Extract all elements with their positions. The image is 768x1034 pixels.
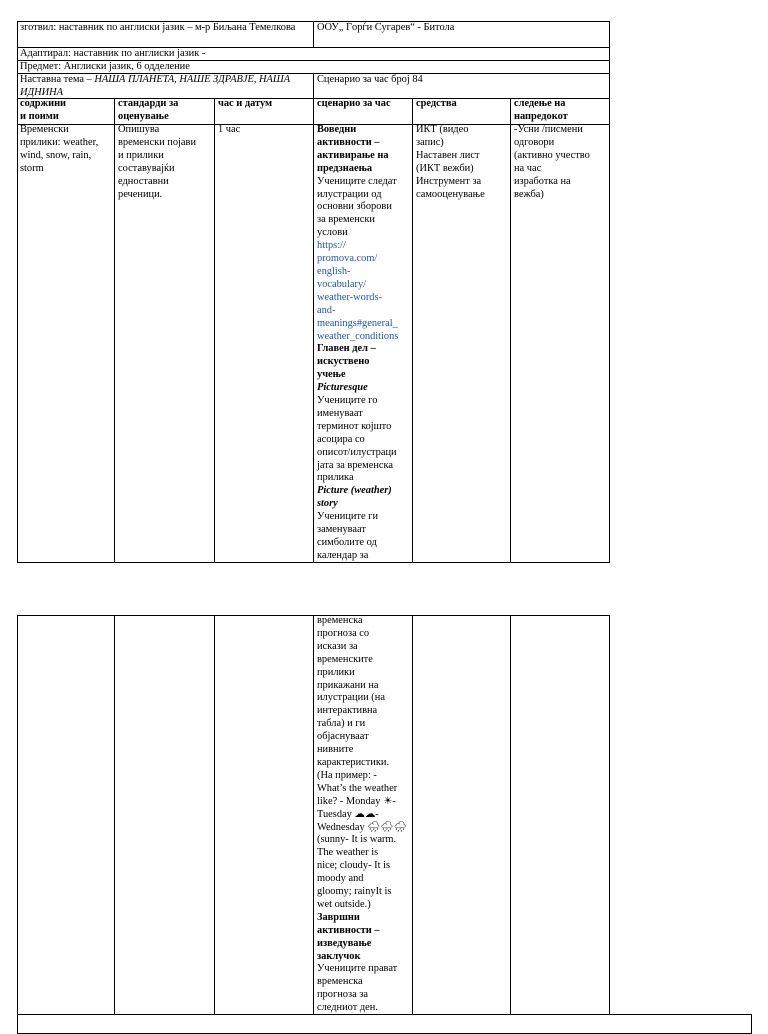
picture-story-heading: Picture (weather) story xyxy=(317,485,392,510)
theme-value: НАША ПЛАНЕТА, НАШЕ ЗДРАВЈЕ, НАША ИДНИНА xyxy=(20,74,293,98)
col-divider xyxy=(510,615,511,1015)
monitoring-cell: -Усни /писмени одговори (активно учество на час изработка на вежба) xyxy=(514,124,590,200)
intro-heading: Воведни активности – активирање на предзнаења xyxy=(317,124,389,174)
subject: Предмет: Англиски јазик, 6 одделение xyxy=(20,61,190,72)
col-divider xyxy=(114,615,115,1015)
column-header-time: час и датум xyxy=(218,98,273,109)
intro-text: Учениците следат илустрации од основни зборови за временски услови xyxy=(317,175,397,239)
content-cell: Временски прилики: weather, wind, snow, rain, storm xyxy=(20,124,99,174)
picture-story-text: Учениците ги заменуваат симболите од календар за xyxy=(317,511,379,561)
adapted-by: Адаптирал: наставник по англиски јазик - xyxy=(20,48,206,59)
teaching-theme xyxy=(17,74,313,98)
next-table-fragment xyxy=(17,1014,752,1034)
time-cell: 1 час xyxy=(218,124,241,135)
theme-label: Наставна тема – xyxy=(20,74,95,85)
closing-heading: Завршни активности – изведување заклучок xyxy=(317,911,380,962)
column-header-content: содржини и поими xyxy=(20,98,67,122)
forecast-text: временска прогноза со искази за временските прилики прикажани на илустрации (на интерактивна табла) и ги објаснуваат нивните карактеристики. (На пример: - What’s the weather like? - Monday ☀- Tuesday ☁☁- Wednesday 🌧🌧🌧 (sunny- It is warm. The weather is nice; cloudy- It is moody and gloomy; rainyIt is wet outside.) xyxy=(317,615,407,910)
scenario-cell xyxy=(314,124,413,562)
col-divider xyxy=(214,615,215,1015)
scenario-continuation-cell xyxy=(314,615,413,1014)
column-header-monitoring: следење на напредокот xyxy=(514,98,568,122)
picturesque-heading: Picturesque xyxy=(317,382,368,394)
picturesque-text: Учениците го именуваат терминот којшто асоцира со описот/илустраци јата за временска прилика xyxy=(317,395,397,484)
vocabulary-link[interactable]: https:// promova.com/ english- vocabulary/ weather-words- and- meanings#general_ weather_conditions xyxy=(317,240,399,342)
lesson-table-page2 xyxy=(17,615,610,1015)
column-header-standards: стандарди за оценување xyxy=(118,98,179,122)
scenario-number: Сценарио за час број 84 xyxy=(317,74,423,85)
column-header-scenario: сценарио за час xyxy=(317,98,391,109)
closing-text: Учениците прават временска прогноза за следниот ден. xyxy=(317,963,398,1014)
lesson-table-page1 xyxy=(17,21,610,563)
resources-cell: ИКТ (видео запис) Наставен лист (ИКТ вежби) Инструмент за самооценување xyxy=(416,124,485,200)
main-heading: Главен дел – искуствено учење xyxy=(317,343,376,381)
prepared-by: зготвил: наставник по англиски јазик – м-р Биљана Темелкова xyxy=(20,22,296,33)
school-name: ООУ„ Ѓорѓи Сугарев“ - Битола xyxy=(317,22,455,33)
standards-cell: Опишува временски појави и прилики составувајќи едноставни реченици. xyxy=(118,124,197,200)
column-header-resources: средства xyxy=(416,98,457,109)
